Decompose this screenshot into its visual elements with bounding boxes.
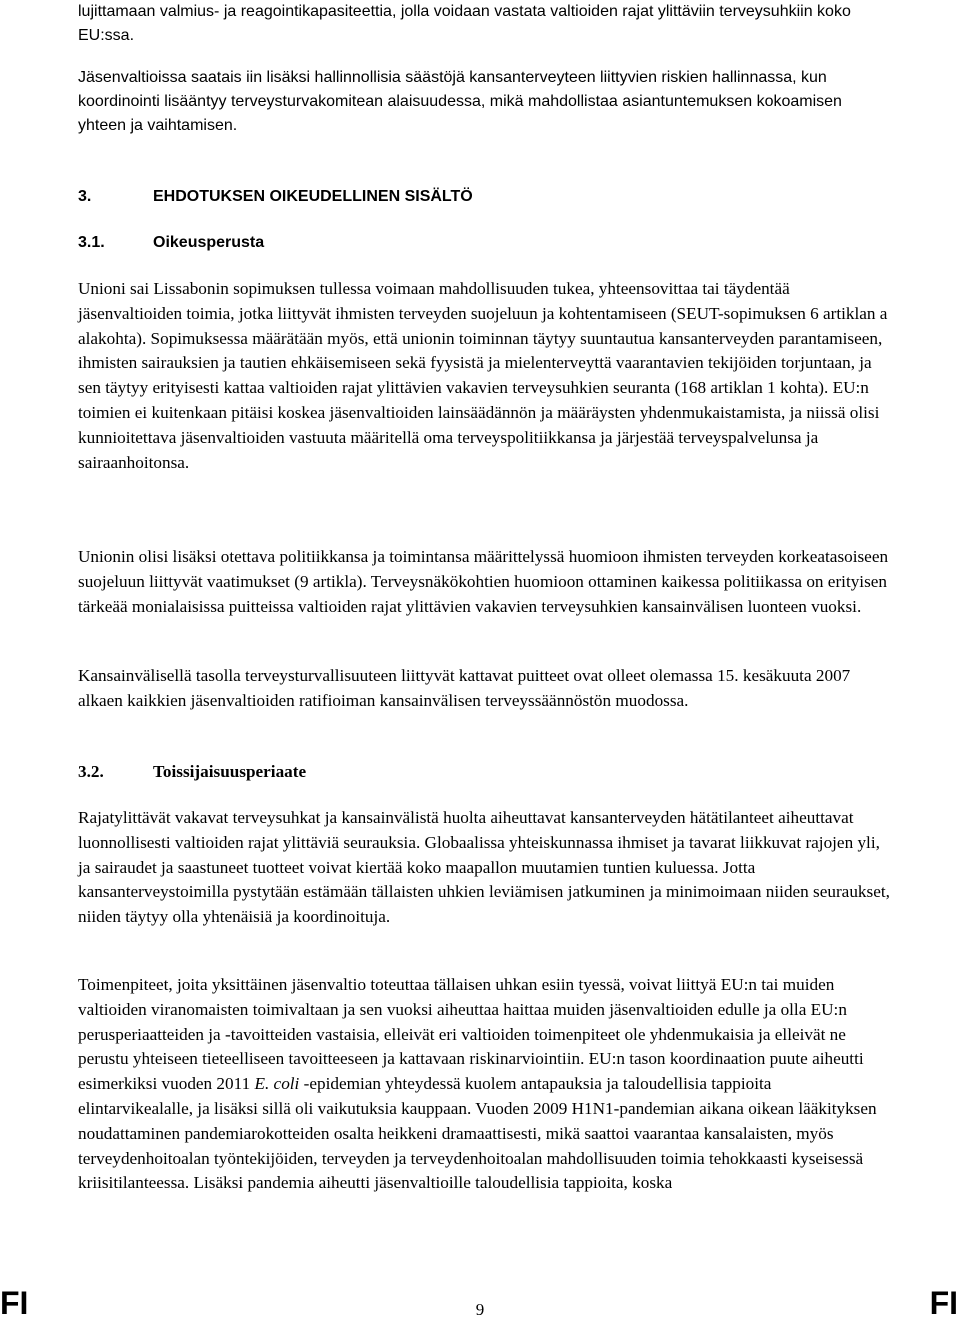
section-heading-3-2 [78,761,306,783]
section-heading-3 [78,186,473,208]
language-code-left: FI [0,1285,29,1321]
section-number: 3. [78,188,92,205]
section-number: 3.2. [78,762,104,781]
page-number: 9 [475,1300,485,1319]
section-title: Toissijaisuusperiaate [153,762,307,781]
section-title: EHDOTUKSEN OIKEUDELLINEN SISÄLTÖ [153,188,473,205]
member-states-paragraph: Jäsenvaltioissa saatais iin lisäksi hallinnollisia säästöjä kansanterveyteen liittyvien riskien hallinnassa, kun koordinointi lisääntyy terveysturvakomitean alaisuudessa, mikä mahdollistaa asiantuntemuksen kokoamisen yhteen ja vaihtamisen. [78,69,842,134]
legal-basis-paragraph-3: Kansainvälisellä tasolla terveysturvallisuuteen liittyvät kattavat puitteet ovat olleet olemassa 15. kesäkuuta 2007 alkaen kaikkien jäsenvaltioiden ratifioiman kansainvälisen terveyssäännöstön muodossa. [78,666,851,710]
legal-basis-paragraph-1: Unioni sai Lissabonin sopimuksen tullessa voimaan mahdollisuuden tukea, yhteensovittaa tai täydentää jäsenvaltioiden toimia, jotka liittyvät ihmisten terveyden suojeluun ja kohtentamiseen (SEUT-sopimuksen 6 artiklan a alakohta). Sopimuksessa määrätään myös, että unionin toiminnan täytyy suuntautua kansanterveyden parantamiseen, ihmisten sairauksien ja tautien ehkäisemiseen sekä fyysistä ja mielenterveyttä vaarantavien tekijöiden torjuntaan, ja sen täytyy erityisesti kattaa valtioiden rajat ylittävien vakavien terveysuhkien seuranta (168 artiklan 1 kohta). EU:n toimien ei kuitenkaan pitäisi koskea jäsenvaltioiden lainsäädännön ja määräysten yhdenmukaistamista, ja niissä olisi kunnioitettava jäsenvaltioiden vastuuta määritellä oma terveyspolitiikkansa ja järjestää terveyspalvelunsa ja sairaanhoitonsa. [78,279,888,472]
text-run: Toimenpiteet, joita yksittäinen jäsenvaltio toteuttaa tällaisen uhkan esiin tyessä, voivat liittyä EU:n tai muiden valtioiden viranomaisten toimivaltaan ja sen vuoksi aiheuttaa haittaa muiden jäsenvaltioiden edulle ja olla EU:n perusperiaatteiden ja -tavoitteiden vastaisia, elleivät eri valtioiden toimenpiteet ole yhdenmukaisia ja elleivät ne perustu yhteiseen tieteelliseen tavoitteeseen ja kattavaan riskinarviointiin. EU:n tason koordinaation puute aiheutti esimerkiksi vuoden 2011 [78,975,864,1094]
section-title: Oikeusperusta [153,234,265,251]
language-code-right: FI [929,1285,958,1321]
subsidiarity-paragraph-1: Rajatylittävät vakavat terveysuhkat ja kansainvälistä huolta aiheuttavat kansanterveyden hätätilanteet aiheuttavat luonnollisesti valtioiden rajat ylittäviä seurauksia. Globaalissa yhteiskunnassa ihmiset ja tavarat liikkuvat rajojen yli, ja sairaudet ja saastuneet tuotteet voivat kiertää koko maapallon muutamien tuntien kuluessa. Jotta kansanterveystoimilla pystytään estämään tällaisten uhkien leviämisen jatkuminen ja minimoimaan niiden seuraukset, niiden täytyy olla yhtenäisiä ja koordinoituja. [78,808,890,927]
section-number: 3.1. [78,234,105,251]
text-run: -epidemian yhteydessä kuolem antapauksia ja taloudellisia tappioita elintarvikealalle, ja lisäksi sillä oli vaikutuksia kauppaan. Vuoden 2009 H1N1-pandemian aikana oikean lääkityksen noudattaminen pandemiarokotteiden osalta heikkeni dramaattisesti, mikä saattoi vaarantaa kansalaisten, myös terveydenhoitoalan työntekijöiden, terveyden ja terveydenhoitoalan mahdollisuuden toimia tehokkaasti kyseisessä kriisitilanteessa. Lisäksi pandemia aiheutti jäsenvaltioille taloudellisia tappioita, koska [78,1074,877,1193]
legal-basis-paragraph-2: Unionin olisi lisäksi otettava politiikkansa ja toimintansa määrittelyssä huomioon ihmisten terveyden korkeatasoiseen suojeluun liittyvät vaatimukset (9 artikla). Terveysnäkökohtien huomioon ottaminen kaikessa politiikassa on erityisen tärkeää monialaisissa puitteissa valtioiden rajat ylittävien vakavien terveysuhkien kansainvälisen luonteen vuoksi. [78,547,889,616]
subsidiarity-paragraph-2 [78,973,890,1196]
intro-paragraph: lujittamaan valmius- ja reagointikapasiteettia, jolla voidaan vastata valtioiden rajat ylittäviin terveysuhkiin koko EU:ssa. [78,3,851,44]
italic-organism-name: E. coli [254,1074,300,1094]
section-heading-3-1 [78,232,264,254]
